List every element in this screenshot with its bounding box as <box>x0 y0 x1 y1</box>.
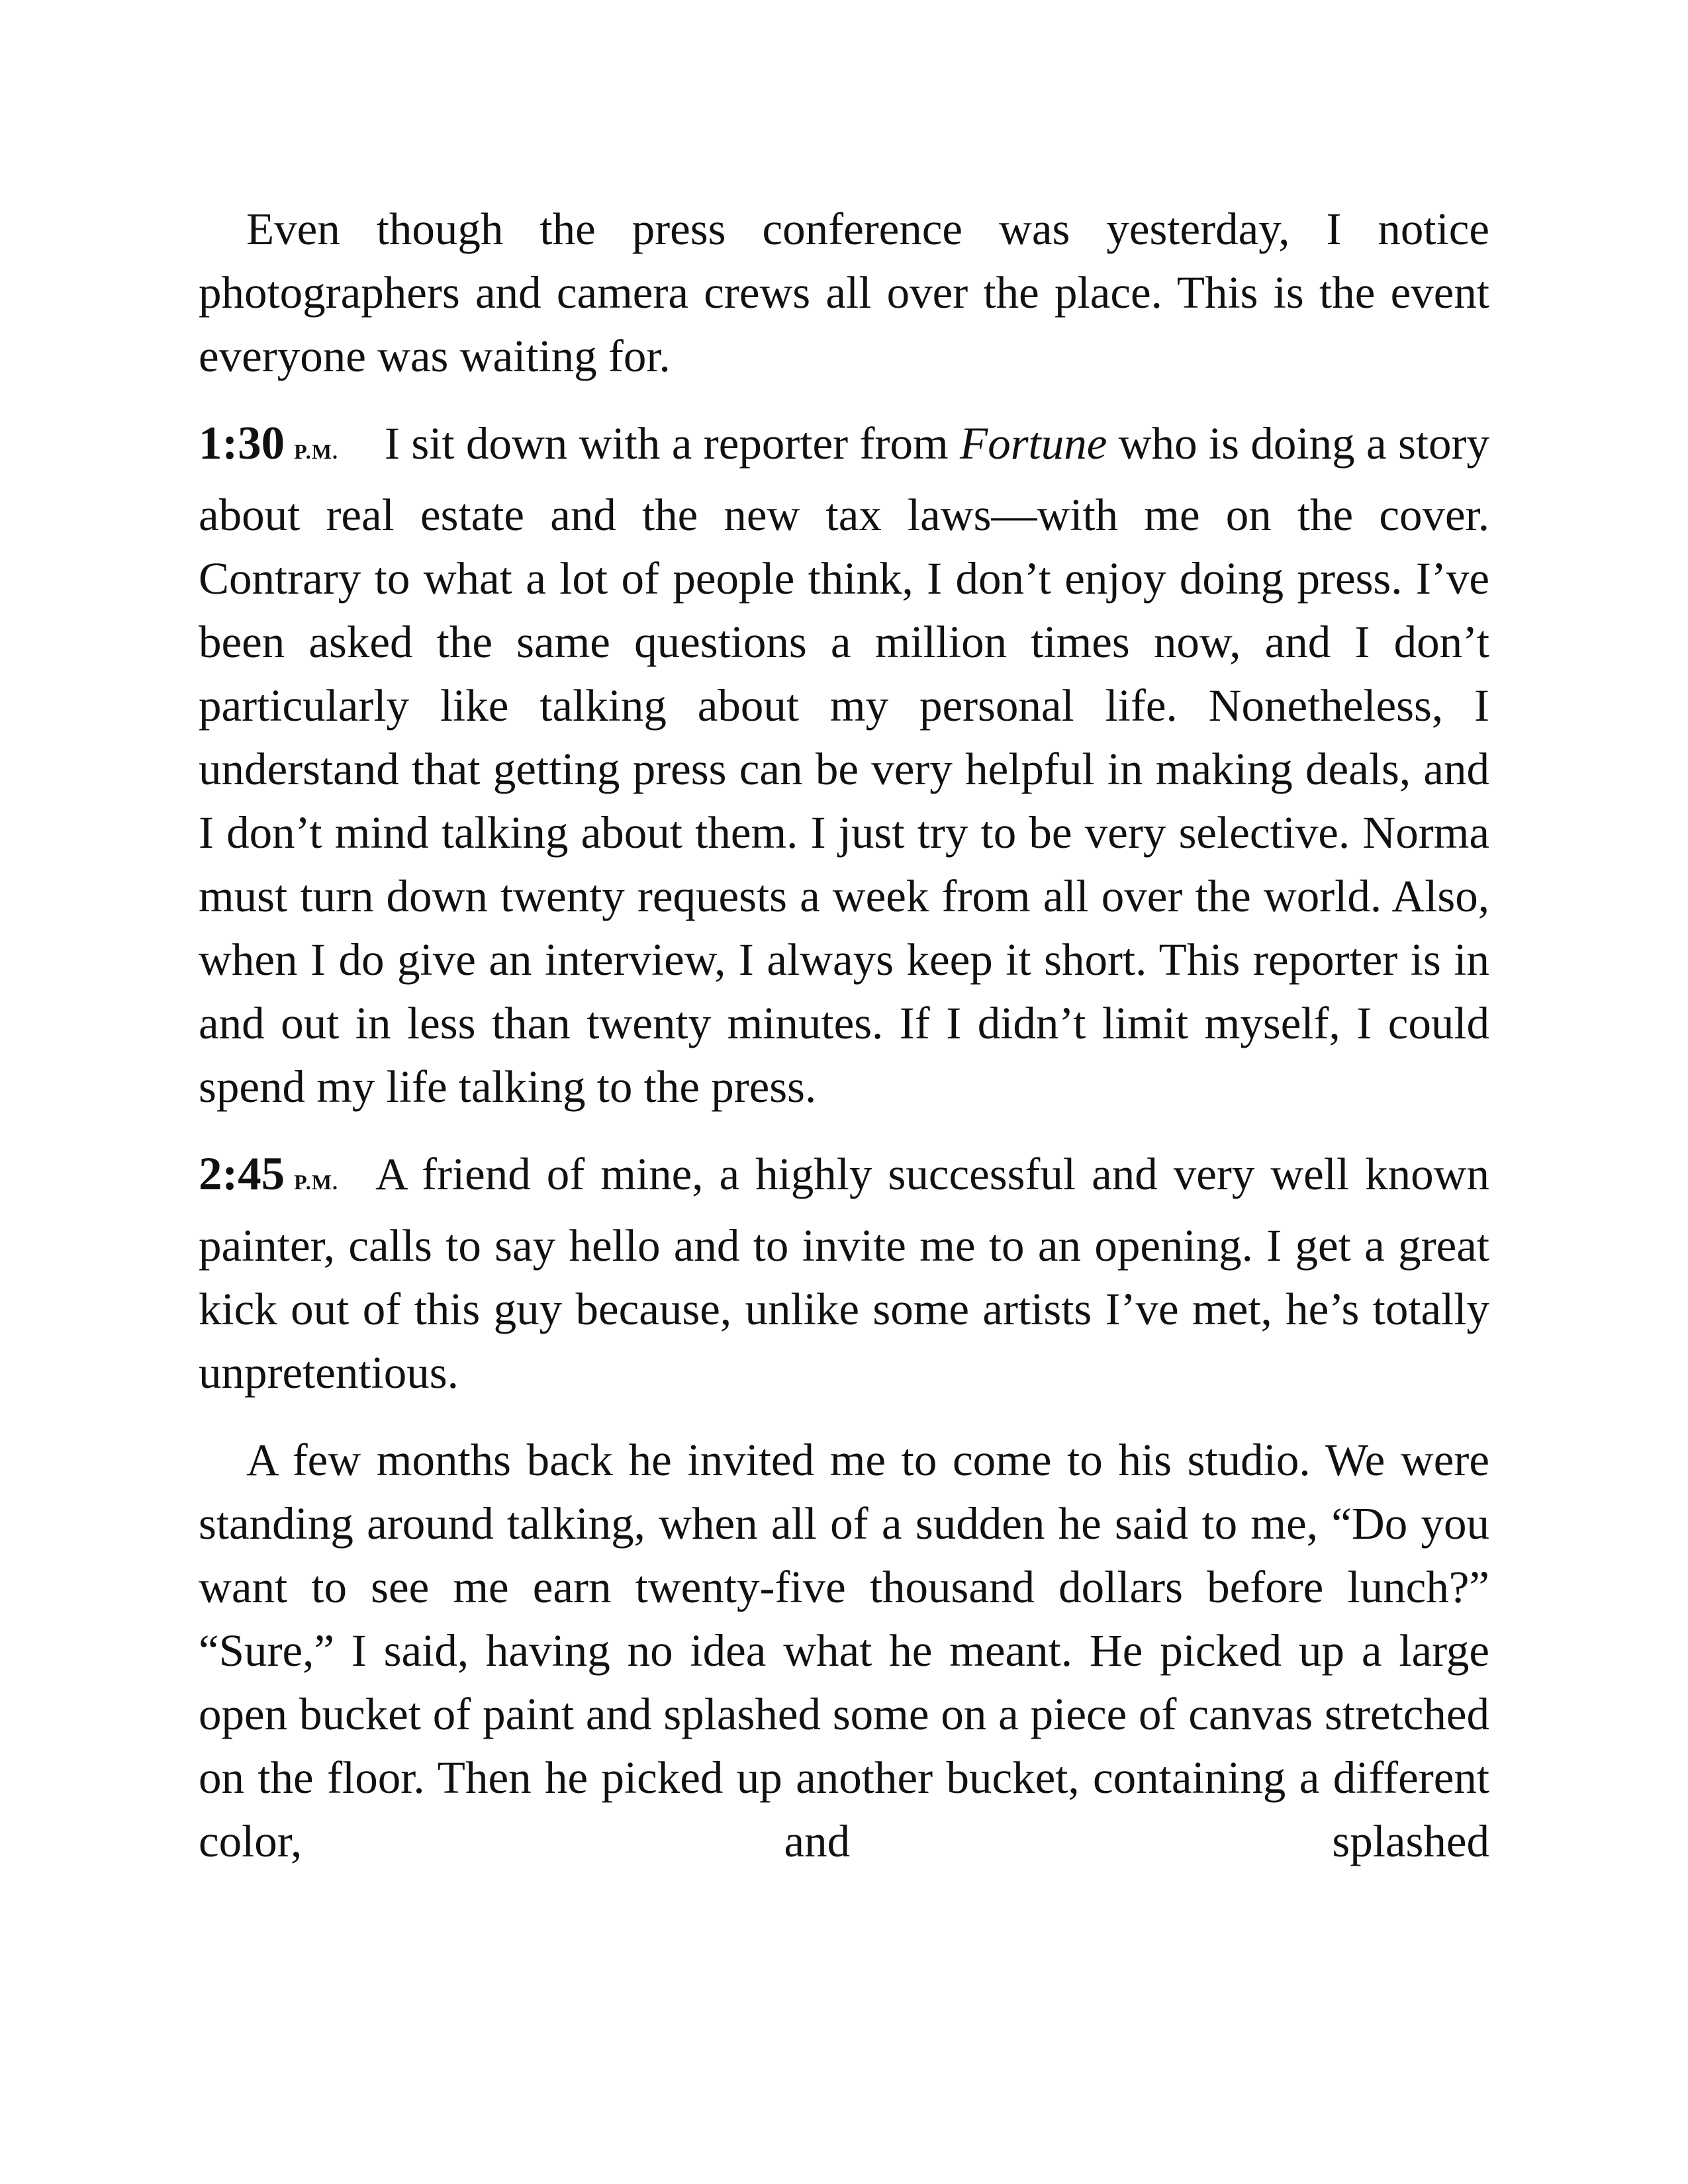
paragraph-studio-story: A few months back he invited me to come to his studio. We were standing around talking, when all of a sudden he said to me, “Do you want to see me earn twenty-five thousand dollars before lunch?” “Sure,” I said, having no idea what he meant. He picked up a large open bucket of paint and splashed some on a piece of canvas stretched on the floor. Then he picked up another bucket, containing a different color, and splashed <box>199 1435 1489 1866</box>
time-heading: 2:45 <box>199 1148 285 1200</box>
publication-title: Fortune <box>960 418 1107 469</box>
document-page <box>199 197 1489 1897</box>
ampm-label: P.M. <box>294 1170 338 1194</box>
time-heading: 1:30 <box>199 418 285 469</box>
paragraph-text: I sit down with a reporter from <box>384 418 961 469</box>
paragraph-press-conference: Even though the press conference was yesterday, I notice photographers and camera crews all over the place. This is the event everyone was waiting for. <box>199 204 1489 381</box>
paragraph-text: who is doing a story about real estate and the new tax laws—with me on the cover. Contrary to what a lot of people think, I don’t enjoy doing press. I’ve been asked the same questions a million times now, and I don’t particularly like talking about my personal life. Nonetheless, I understand that getting press can be very helpful in making deals, and I don’t mind talking about them. I just try to be very selective. Norma must turn down twenty requests a week from all over the world. Also, when I do give an interview, I always keep it short. This reporter is in and out in less than twenty minutes. If I didn’t limit myself, I could spend my life talking to the press. <box>199 418 1489 1112</box>
paragraph-text: A friend of mine, a highly successful and very well known painter, calls to say hello and to invite me to an opening. I get a great kick out of this guy because, unlike some artists I’ve met, he’s totally unpretentious. <box>199 1149 1489 1398</box>
paragraph-painter-call <box>199 1142 1489 1404</box>
paragraph-fortune-interview <box>199 412 1489 1118</box>
ampm-label: P.M. <box>294 439 338 463</box>
